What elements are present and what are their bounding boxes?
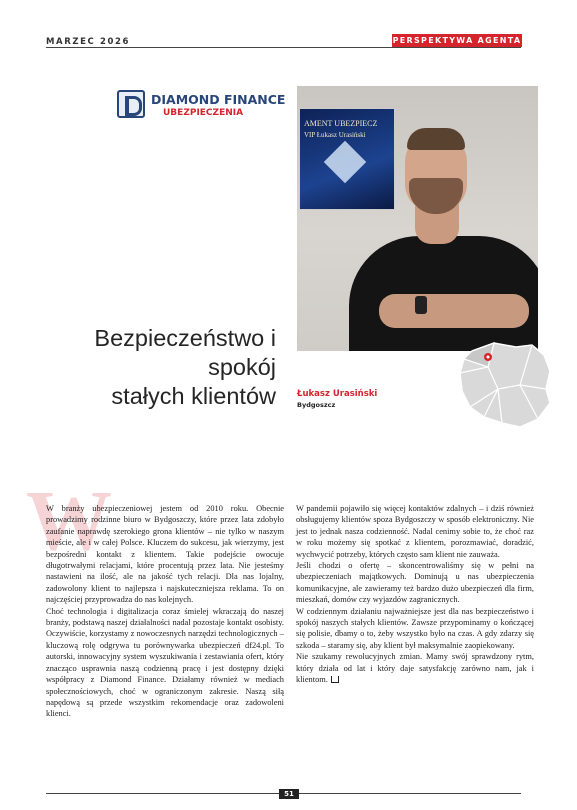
certificate-title: AMENT UBEZPIECZ bbox=[304, 119, 378, 128]
company-logo bbox=[117, 90, 285, 124]
header-rule bbox=[46, 47, 521, 48]
drop-cap: W bbox=[26, 472, 112, 568]
paragraph-last bbox=[296, 651, 534, 685]
certificate-frame bbox=[299, 108, 395, 210]
watch-icon bbox=[415, 296, 427, 314]
diamond-icon bbox=[324, 141, 366, 183]
logo-subtitle: UBEZPIECZENIA bbox=[163, 108, 244, 118]
paragraph: W pandemii pojawiło się więcej kontaktów zdalnych – i dziś również obsługujemy klientów spoza Bydgoszczy w sposób elektroniczny. Nie jest to jednak nasza codzienność. Nadal cenimy sobie to, że choć raz w roku możemy się spotkać z klientem, porozmawiać, doradzić, wychwycić potrzeby, których często sam klient nie zauważa. bbox=[296, 504, 534, 559]
article-column-1 bbox=[46, 503, 284, 720]
author-name: Łukasz Urasiński bbox=[297, 389, 378, 399]
person-crossed-arms bbox=[379, 294, 529, 328]
article-title-line-1: Bezpieczeństwo i spokój bbox=[94, 325, 276, 380]
logo-name: DIAMOND FINANCE bbox=[151, 92, 286, 107]
end-of-article-icon bbox=[331, 676, 339, 683]
article-title-line-2: stałych klientów bbox=[111, 383, 276, 409]
logo-d-icon bbox=[117, 90, 145, 118]
paragraph-text: Nie szukamy rewolucyjnych zmian. Mamy swój sprawdzony rytm, który działa od lat i który daje satysfakcję zarówno nam, jak i klientom. bbox=[296, 652, 534, 685]
author-city: Bydgoszcz bbox=[297, 401, 336, 409]
paragraph: Jeśli chodzi o ofertę – skoncentrowaliśmy się w pełni na ubezpieczeniach majątkowych. Dominują u nas ubezpieczenia komunikacyjne, ale zawieramy też bardzo dużo ubezpieczeń dla firm, mieszkań, domów czy wyjazdów zagranicznych. bbox=[296, 561, 534, 605]
certificate-name: VIP Łukasz Urasiński bbox=[304, 131, 366, 139]
person-hair bbox=[407, 128, 465, 150]
author-photo bbox=[297, 86, 538, 351]
paragraph: W codziennym działaniu najważniejsze jest dla nas bezpieczeństwo i spokój naszych stałych klientów. Zawsze przypominamy o kończącej się polisie, dbamy o to, żeby wszystko było na czas. A gdy zdarzy się szkoda – staramy się, aby klient był maksymalnie zaopiekowany. bbox=[296, 606, 534, 650]
article-title bbox=[30, 324, 276, 411]
section-badge: PERSPEKTYWA AGENTA bbox=[392, 36, 522, 45]
issue-date: MARZEC 2026 bbox=[46, 37, 131, 47]
poland-map-icon bbox=[454, 337, 554, 432]
page-number: 51 bbox=[279, 789, 299, 799]
article-column-2 bbox=[296, 503, 534, 686]
paragraph: W branży ubezpieczeniowej jestem od 2010 roku. Obecnie prowadzimy rodzinne biuro w Bydgoszczy, które przez lata zdobyło zaufanie naprawdę szerokiego grona klientów – nie tylko w naszym mieście, ale i w całej Polsce. Kluczem do sukcesu, jak wierzymy, jest bezpośredni kontakt z klientem. Takie podejście owocuje długotrwałymi relacjami, które procentują przez lata. Nie jesteśmy nastawieni na ilość, ale na jakość tych relacji. Dla nas lojalny, zadowolony klient to najlepsza i najskuteczniejsza reklama. To on najczęściej przyprowadza do nas kolejnych. bbox=[46, 504, 284, 605]
paragraph: Choć technologia i digitalizacja coraz śmielej wkraczają do naszej branży, podstawą naszej działalności nadal pozostaje kontakt osobisty. Oczywiście, korzystamy z nowoczesnych narzędzi technologicznych – kluczową rolę odgrywa tu porównywarka ubezpieczeń df24.pl. To autorski, innowacyjny system wyszukiwania i zestawiania ofert, który znacząco usprawnia naszą codzienną pracę i jest dostępny dzięki współpracy z Diamond Finance. Działamy również w mediach społecznościowych, choć w ograniczonym zakresie. Naszą siłą napędową są przede wszystkim rekomendacje oraz zadowoleni klienci. bbox=[46, 606, 284, 719]
